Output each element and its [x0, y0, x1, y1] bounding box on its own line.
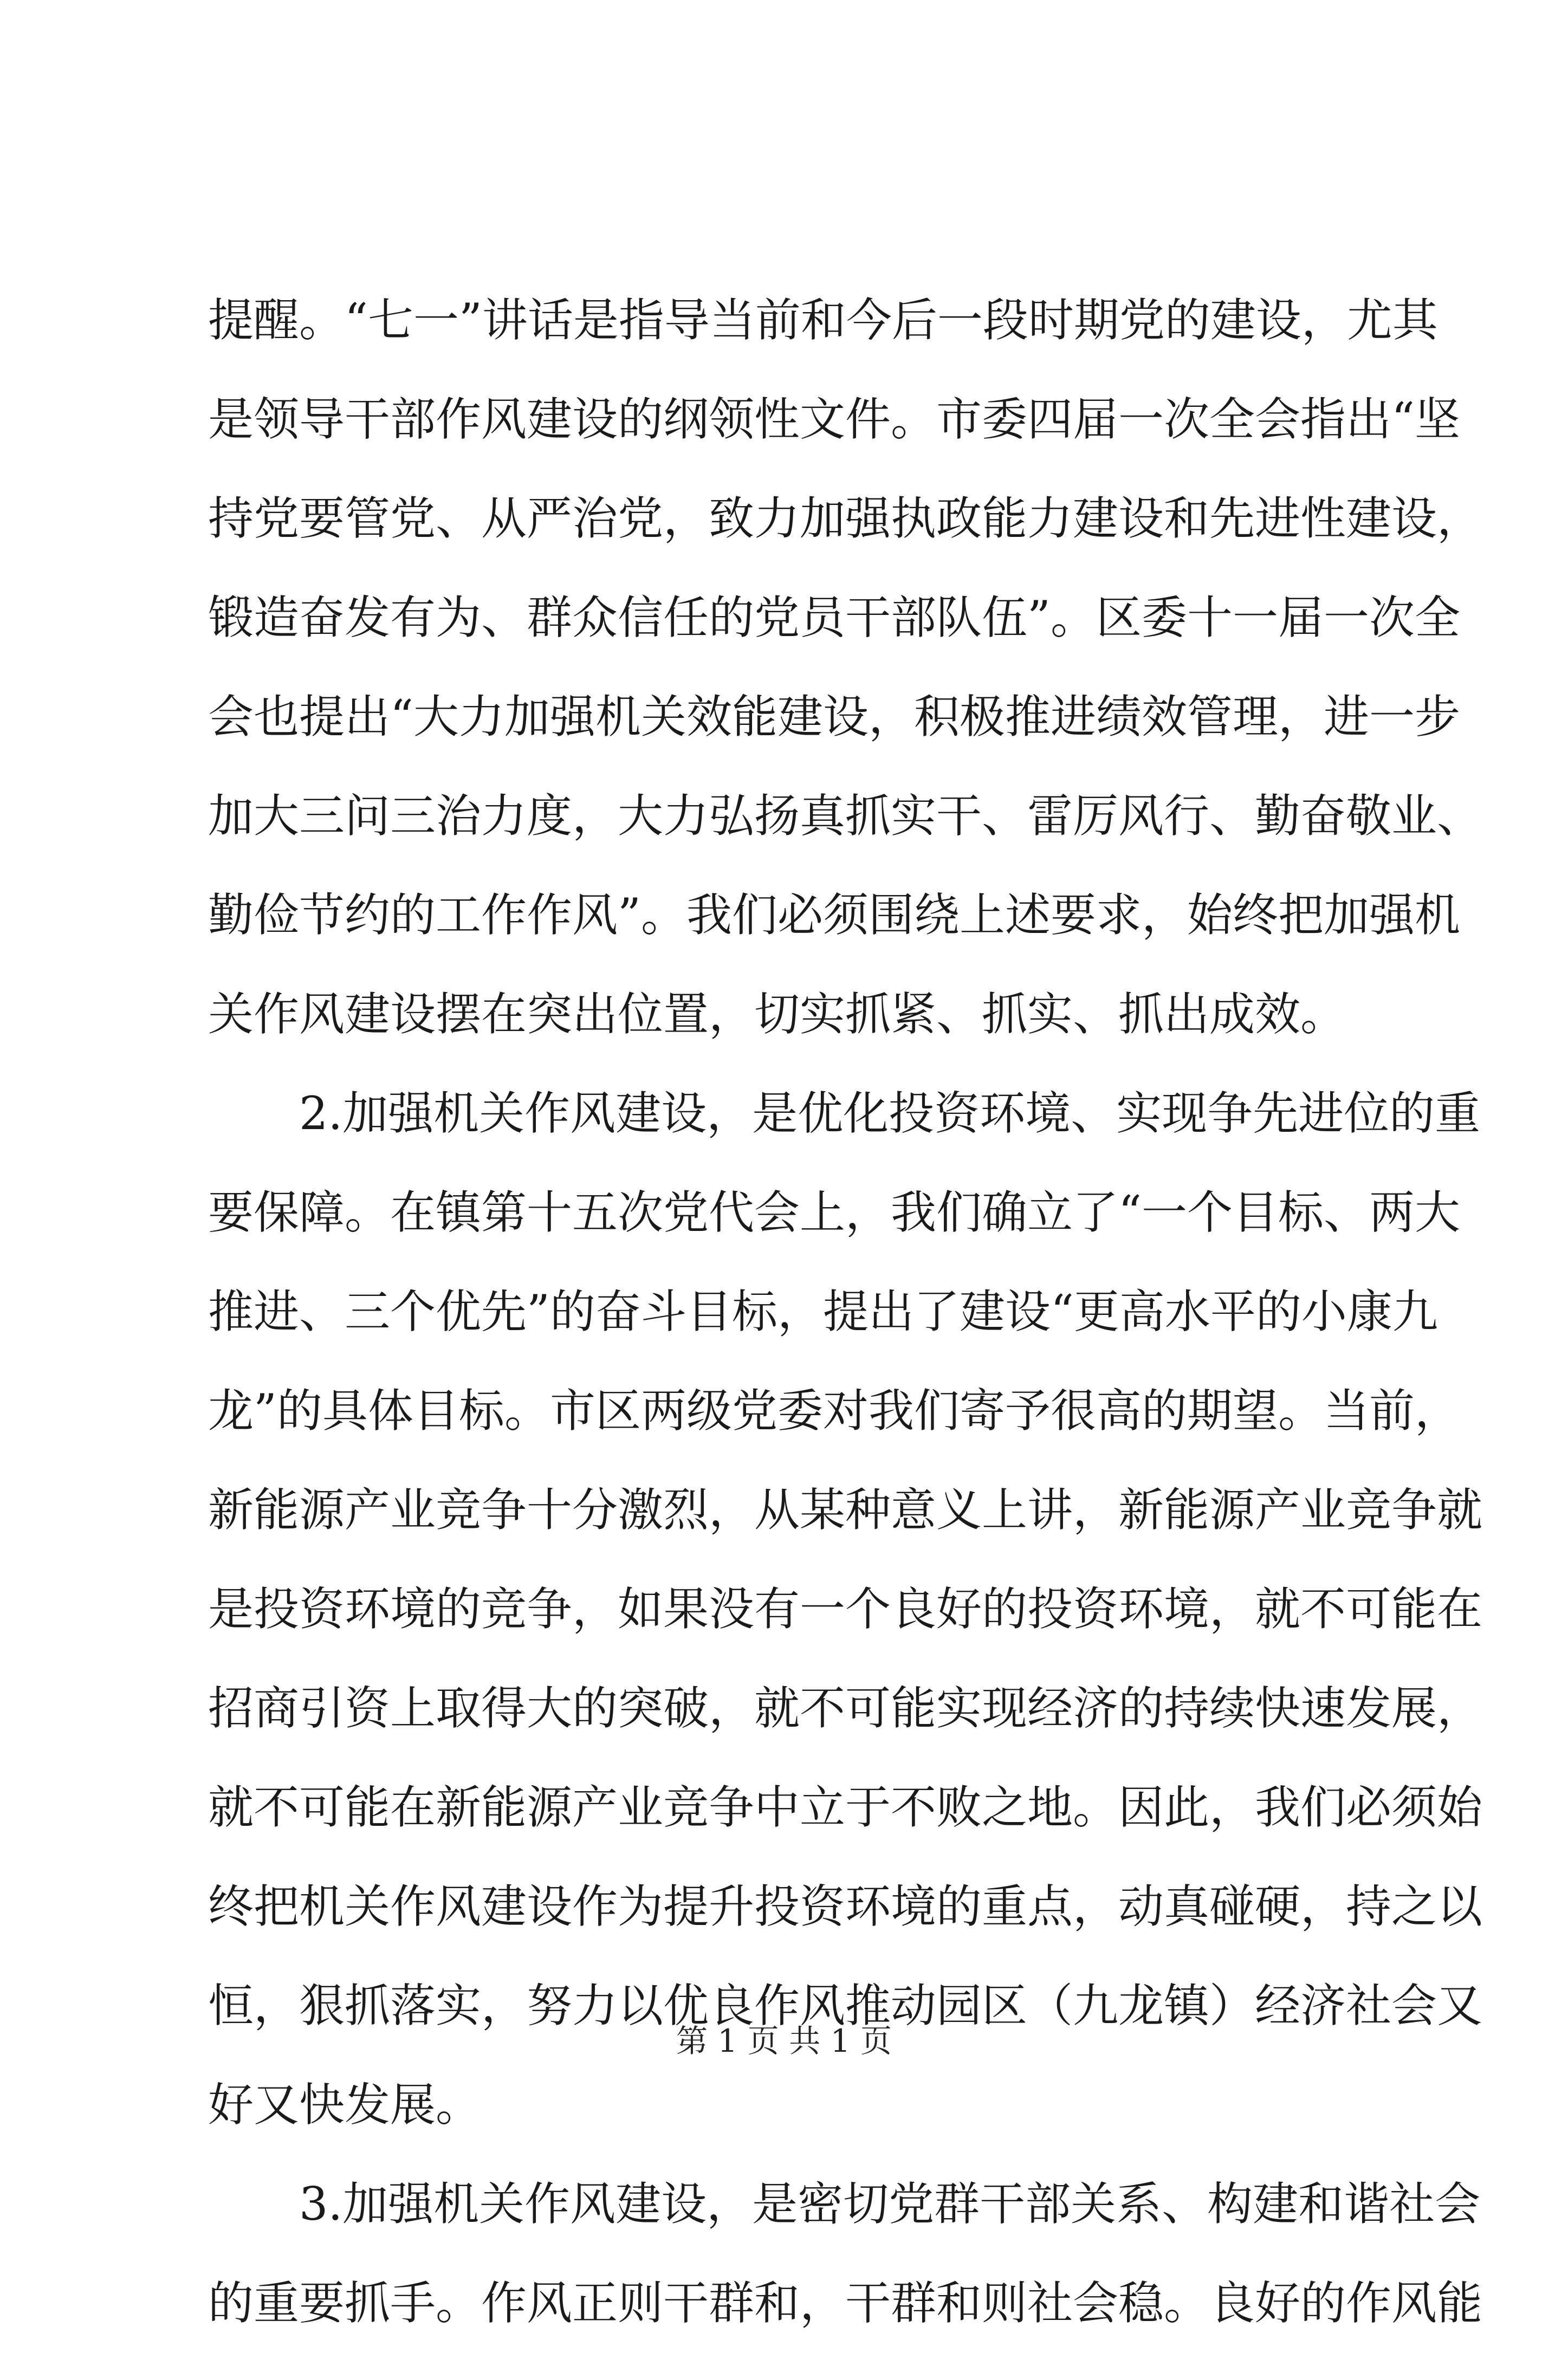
- text-line: 好又快发展。: [208, 2078, 482, 2131]
- text-line: 关作风建设摆在突出位置，切实抓紧、抓实、抓出成效。: [208, 988, 1346, 1041]
- page-footer: 第 1 页 共 1 页: [676, 2023, 892, 2059]
- text-line: 新能源产业竞争十分激烈，从某种意义上讲，新能源产业竞争就: [208, 1483, 1483, 1537]
- text-line: 2.加强机关作风建设，是优化投资环境、实现争先进位的重: [299, 1087, 1481, 1140]
- text-line: 加大三问三治力度，大力弘扬真抓实干、雷厉风行、勤奋敬业、: [208, 789, 1483, 842]
- text-line: 恒，狠抓落实，努力以优良作风推动园区（九龙镇）经济社会又: [208, 1979, 1483, 2032]
- text-line: 终把机关作风建设作为提升投资环境的重点，动真碰硬，持之以: [208, 1880, 1483, 1933]
- text-line: 是领导干部作风建设的纲领性文件。市委四届一次全会指出“坚: [208, 393, 1460, 446]
- text-line: 锻造奋发有为、群众信任的党员干部队伍”。区委十一届一次全: [208, 591, 1460, 644]
- text-line: 招商引资上取得大的突破，就不可能实现经济的持续快速发展，: [208, 1682, 1483, 1735]
- text-line: 持党要管党、从严治党，致力加强执政能力建设和先进性建设，: [208, 492, 1483, 545]
- text-line: 龙”的具体目标。市区两级党委对我们寄予很高的期望。当前，: [208, 1384, 1460, 1437]
- text-line: 会也提出“大力加强机关效能建设，积极推进绩效管理，进一步: [208, 690, 1460, 743]
- text-line: 就不可能在新能源产业竞争中立于不败之地。因此，我们必须始: [208, 1781, 1483, 1834]
- text-line: 推进、三个优先”的奋斗目标，提出了建设“更高水平的小康九: [208, 1285, 1438, 1338]
- text-line: 的重要抓手。作风正则干群和，干群和则社会稳。良好的作风能: [208, 2277, 1483, 2330]
- text-line: 提醒。“七一”讲话是指导当前和今后一段时期党的建设，尤其: [208, 294, 1438, 347]
- text-line: 3.加强机关作风建设，是密切党群干部关系、构建和谐社会: [299, 2177, 1481, 2231]
- text-line: 是投资环境的竞争，如果没有一个良好的投资环境，就不可能在: [208, 1583, 1483, 1636]
- text-line: 勤俭节约的工作作风”。我们必须围绕上述要求，始终把加强机: [208, 889, 1460, 942]
- text-line: 要保障。在镇第十五次党代会上，我们确立了“一个目标、两大: [208, 1186, 1460, 1239]
